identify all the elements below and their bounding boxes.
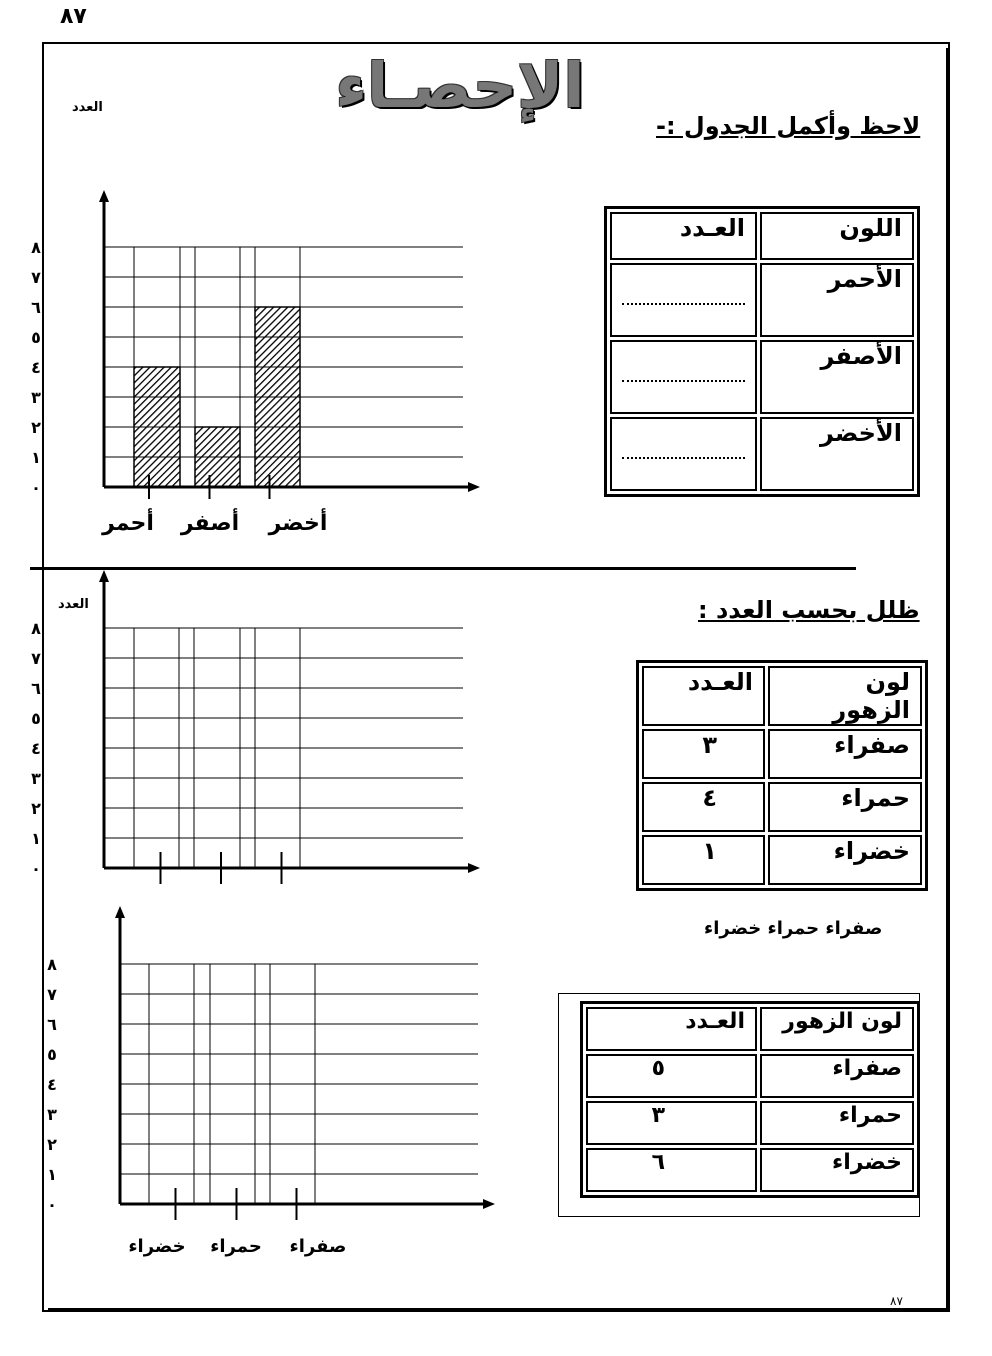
- y-tick-label: ١: [47, 1165, 57, 1184]
- y-tick-label: ٣: [47, 1105, 57, 1124]
- x-axis-arrow: [468, 863, 480, 873]
- category-label: أحمر: [102, 511, 154, 536]
- y-tick-label: ٠: [31, 859, 41, 878]
- count-cell: ٦: [586, 1148, 757, 1192]
- count-cell: ٤: [642, 782, 765, 832]
- chart-1: [31, 190, 480, 536]
- y-tick-label: ١: [31, 448, 41, 467]
- count-cell: ٥: [586, 1054, 757, 1098]
- y-tick-label: ٥: [31, 328, 41, 347]
- y-tick-label: ٥: [31, 709, 41, 728]
- y-tick-label: ٦: [31, 298, 41, 317]
- y-tick-label: ٧: [47, 985, 57, 1004]
- category-label: خضراء: [128, 1236, 186, 1257]
- y-tick-label: ٨: [31, 238, 41, 257]
- color-cell: الأحمر: [760, 263, 914, 337]
- category-label: صفراء: [289, 1236, 347, 1257]
- table-header-row: [642, 666, 922, 726]
- y-tick-label: ٤: [47, 1075, 57, 1094]
- category-label: أخضر: [268, 511, 328, 536]
- table-row: [586, 1101, 914, 1145]
- chart-2: [31, 570, 480, 884]
- category-label: حمراء: [210, 1236, 262, 1257]
- x-axis-arrow: [483, 1199, 495, 1209]
- color-cell: خضراء: [760, 1148, 914, 1192]
- table-row: [642, 729, 922, 779]
- section2-table: [636, 660, 928, 891]
- table-header-count: العـدد: [586, 1007, 757, 1051]
- page-number-bottom: ٨٧: [890, 1294, 903, 1308]
- chart2-y-axis-label: العدد: [58, 597, 89, 612]
- y-tick-label: ٢: [31, 799, 41, 818]
- chart1-y-axis-label: العدد: [72, 100, 103, 115]
- color-cell: صفراء: [760, 1054, 914, 1098]
- y-tick-label: ٥: [47, 1045, 57, 1064]
- y-tick-label: ٧: [31, 268, 41, 287]
- y-tick-label: ٠: [47, 1195, 57, 1214]
- x-axis-arrow: [468, 482, 480, 492]
- y-axis-arrow: [99, 190, 109, 202]
- count-cell: ٣: [586, 1101, 757, 1145]
- y-tick-label: ٣: [31, 769, 41, 788]
- table-header-count: العـدد: [610, 212, 757, 260]
- count-cell: ١: [642, 835, 765, 885]
- color-cell: الأخضر: [760, 417, 914, 491]
- y-tick-label: ٤: [31, 739, 41, 758]
- chart-3: [47, 906, 495, 1257]
- table-row: [642, 835, 922, 885]
- color-cell: خضراء: [768, 835, 922, 885]
- color-cell: حمراء: [768, 782, 922, 832]
- section2-heading: ظلل بحسب العدد :: [698, 596, 920, 624]
- color-cell: صفراء: [768, 729, 922, 779]
- flower-colors-label: صفراء حمراء خضراء: [704, 918, 883, 939]
- y-tick-label: ٣: [31, 388, 41, 407]
- table-header-color: لون الزهور: [768, 666, 922, 726]
- y-tick-label: ٨: [31, 619, 41, 638]
- y-tick-label: ٨: [47, 955, 57, 974]
- y-tick-label: ٦: [31, 679, 41, 698]
- table-header-color: لون الزهور: [760, 1007, 914, 1051]
- table-header-count: العـدد: [642, 666, 765, 726]
- section-separator: [30, 567, 856, 570]
- y-tick-label: ٧: [31, 649, 41, 668]
- y-tick-label: ٢: [47, 1135, 57, 1154]
- page-number-top: ٨٧: [60, 4, 87, 29]
- table-row: [586, 1148, 914, 1192]
- y-tick-label: ٢: [31, 418, 41, 437]
- section1-heading: لاحظ وأكمل الجدول :-: [656, 112, 921, 140]
- table-row: [642, 782, 922, 832]
- section3-table: [580, 1001, 920, 1198]
- category-label: أصفر: [180, 511, 240, 536]
- table-header-row: [586, 1007, 914, 1051]
- y-tick-label: ٦: [47, 1015, 57, 1034]
- count-cell: ٣: [642, 729, 765, 779]
- table-header-color: اللون: [760, 212, 914, 260]
- y-tick-label: ٠: [31, 478, 41, 497]
- y-axis-arrow: [115, 906, 125, 918]
- color-cell: الأصفر: [760, 340, 914, 414]
- page-title: الإحصـاء: [335, 49, 585, 122]
- table-row: [586, 1054, 914, 1098]
- color-cell: حمراء: [760, 1101, 914, 1145]
- y-tick-label: ٤: [31, 358, 41, 377]
- y-tick-label: ١: [31, 829, 41, 848]
- y-axis-arrow: [99, 570, 109, 582]
